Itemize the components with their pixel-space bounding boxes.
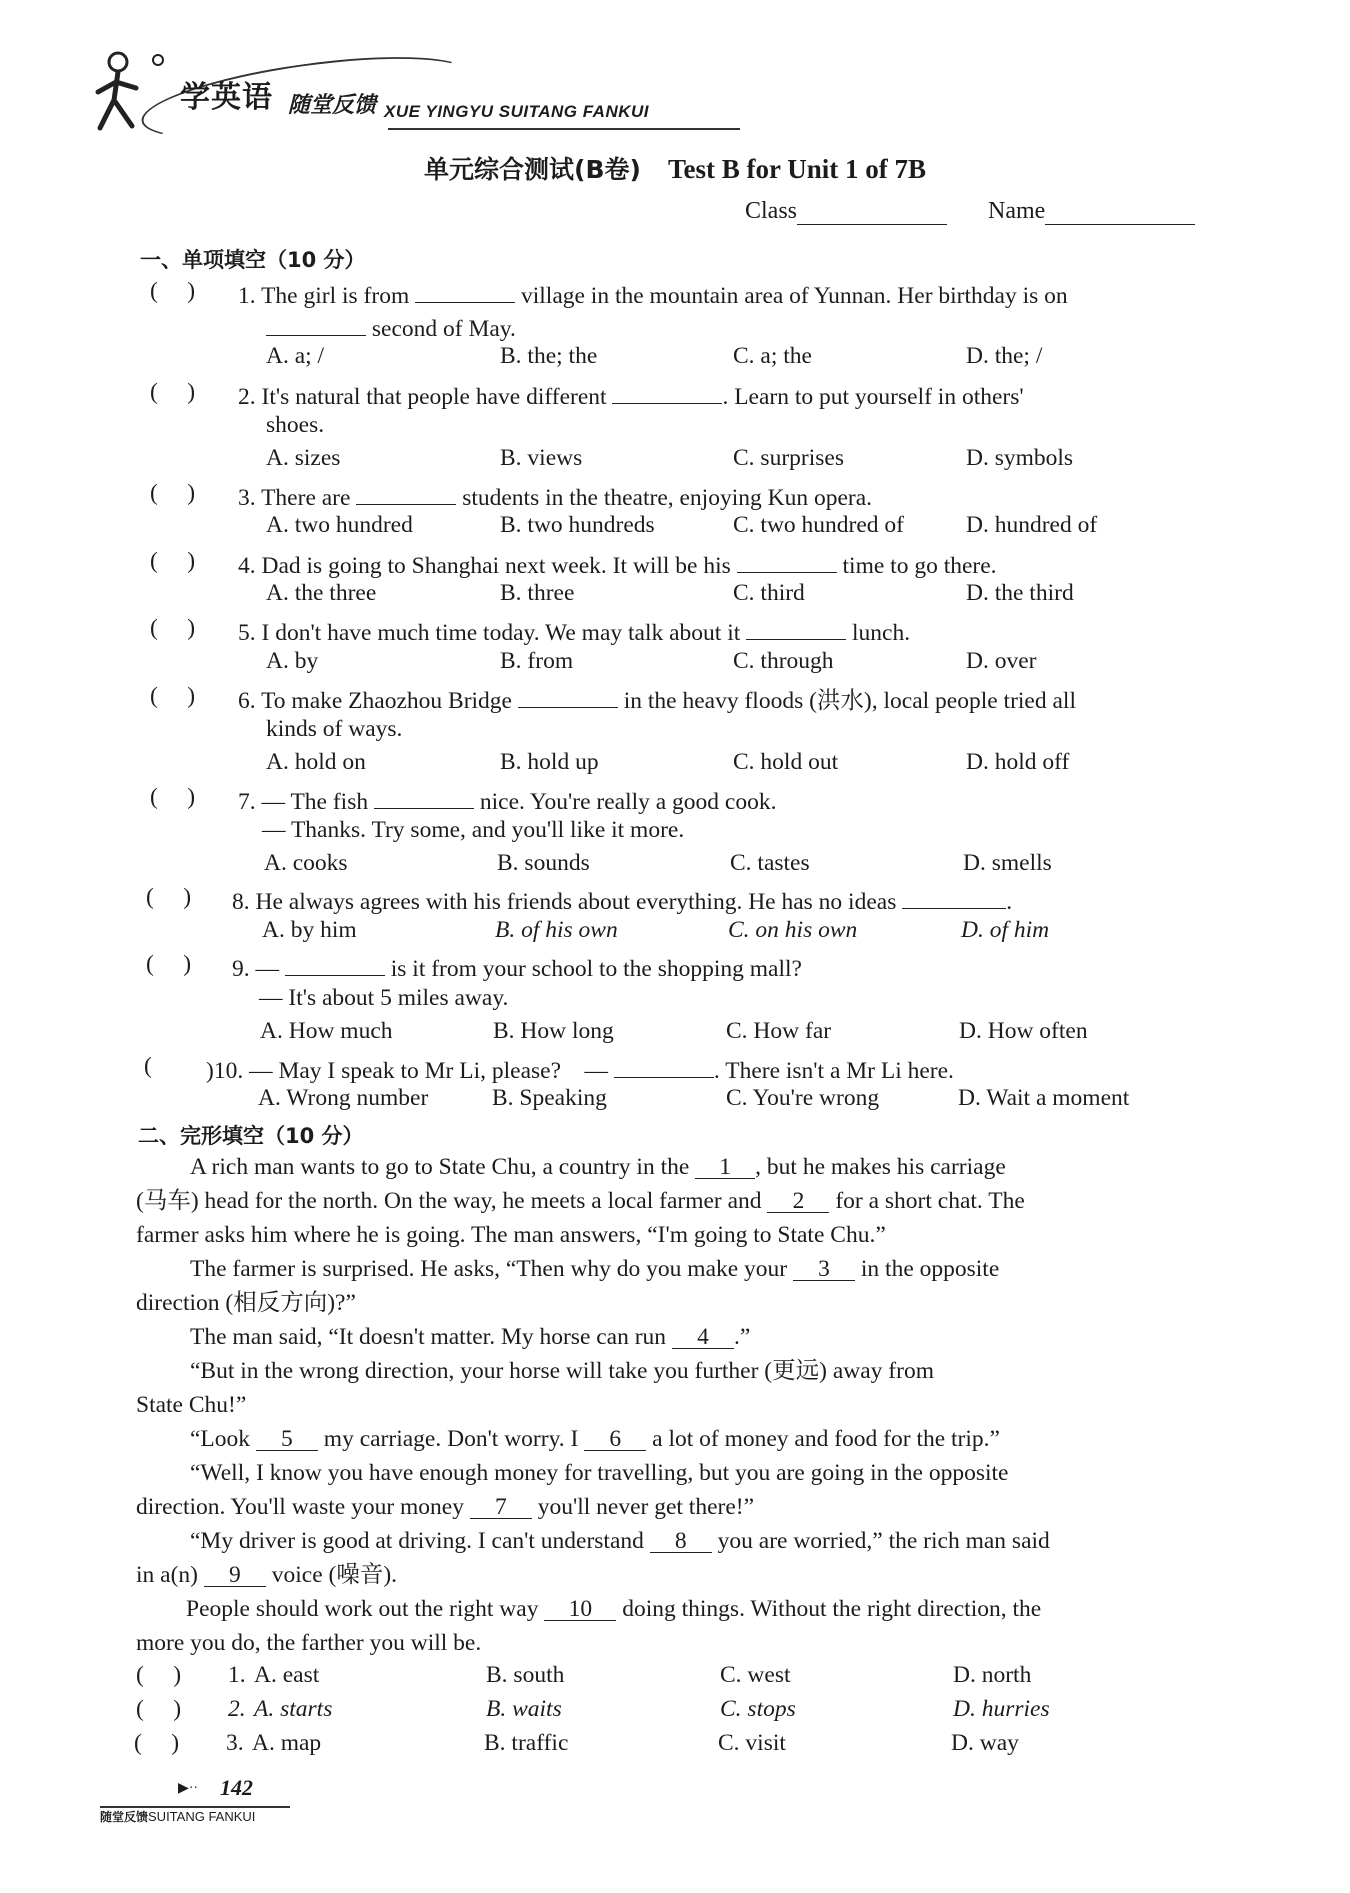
- question-text: second of May.: [371, 316, 516, 342]
- logo-title-cn2: 随堂反馈: [288, 93, 377, 118]
- footer-brand-en: SUITANG FANKUI: [148, 1809, 256, 1824]
- option-d[interactable]: D. the third: [966, 580, 1074, 606]
- class-input-line[interactable]: [797, 224, 947, 225]
- question-6-line2: kinds of ways.: [266, 716, 403, 742]
- option-b[interactable]: B. views: [500, 445, 583, 471]
- question-text: —: [584, 1058, 609, 1084]
- name-label: Name: [988, 198, 1046, 224]
- answer-bracket-c2[interactable]: ( ): [136, 1696, 182, 1722]
- question-text: The girl is from: [261, 283, 410, 309]
- option-d[interactable]: D. over: [966, 648, 1037, 674]
- answer-bracket-q4[interactable]: ( ): [150, 548, 196, 574]
- option-d[interactable]: D. north: [953, 1662, 1032, 1688]
- question-4: [238, 546, 997, 581]
- option-b[interactable]: B. sounds: [497, 850, 590, 876]
- passage-text: “My driver is good at driving. I can't understand: [190, 1528, 644, 1554]
- answer-blank[interactable]: [737, 546, 837, 573]
- option-b[interactable]: B. south: [486, 1662, 565, 1688]
- test-title-en: Test B for Unit 1 of 7B: [667, 154, 926, 184]
- cloze-blank-1[interactable]: 1: [695, 1152, 755, 1179]
- passage-line: [136, 1560, 397, 1590]
- cloze-blank-4[interactable]: 4: [672, 1322, 734, 1349]
- footer-arrow-icon: ▶··: [178, 1781, 199, 1796]
- cloze-blank-6[interactable]: 6: [584, 1424, 646, 1451]
- question-text: village in the mountain area of Yunnan. Her birthday is on: [520, 283, 1068, 309]
- answer-bracket-q1[interactable]: ( ): [150, 278, 196, 304]
- section1-heading: 一、单项填空（10 分）: [140, 248, 366, 272]
- option-a[interactable]: A. by him: [262, 917, 357, 943]
- question-text: To make Zhaozhou Bridge: [261, 688, 512, 714]
- option-d[interactable]: D. the; /: [966, 343, 1043, 369]
- passage-text: a lot of money and food for the trip.”: [652, 1426, 1000, 1452]
- question-1: [238, 276, 1068, 311]
- answer-bracket-q7[interactable]: ( ): [150, 784, 196, 810]
- passage-line: direction (相反方向)?”: [136, 1290, 356, 1316]
- passage-text: doing things. Without the right direction, the: [622, 1596, 1042, 1622]
- question-number: 9.: [232, 956, 250, 982]
- passage-text: direction. You'll waste your money: [136, 1494, 464, 1520]
- passage-text: you'll never get there!”: [537, 1494, 755, 1520]
- logo-title-pinyin: XUE YINGYU SUITANG FANKUI: [384, 102, 650, 121]
- option-d[interactable]: D. way: [951, 1730, 1019, 1756]
- question-2: [238, 377, 1024, 412]
- question-text: .: [1006, 889, 1013, 915]
- passage-line: “Well, I know you have enough money for travelling, but you are going in the opposite: [190, 1460, 1009, 1486]
- question-number: 1.: [238, 283, 256, 309]
- answer-blank[interactable]: [518, 681, 618, 708]
- question-number: 4.: [238, 553, 256, 579]
- question-text: is it from your school to the shopping mall?: [390, 956, 802, 982]
- question-text: . Learn to put yourself in others': [722, 384, 1024, 410]
- passage-line: “But in the wrong direction, your horse will take you further (更远) away from: [190, 1358, 934, 1384]
- option-a[interactable]: A. the three: [266, 580, 377, 606]
- option-b[interactable]: B. traffic: [484, 1730, 569, 1756]
- cloze-number: 1.: [228, 1662, 246, 1688]
- option-b[interactable]: B. three: [500, 580, 575, 606]
- option-c[interactable]: C. You're wrong: [726, 1085, 880, 1111]
- question-number: 2.: [238, 384, 256, 410]
- passage-text: in a(n): [136, 1562, 198, 1588]
- cloze-blank-2[interactable]: 2: [767, 1186, 829, 1213]
- option-a[interactable]: A. a; /: [266, 343, 325, 369]
- option-c[interactable]: C. west: [720, 1662, 791, 1688]
- cloze-blank-8[interactable]: 8: [650, 1526, 712, 1553]
- question-10: [206, 1051, 954, 1086]
- passage-line: [190, 1526, 1050, 1556]
- option-b[interactable]: B. How long: [493, 1018, 614, 1044]
- question-number: 3.: [238, 485, 256, 511]
- question-text: He always agrees with his friends about everything. He has no ideas: [255, 889, 897, 915]
- option-c[interactable]: C. a; the: [733, 343, 812, 369]
- answer-bracket-c3[interactable]: ( ): [134, 1730, 180, 1756]
- logo-underline: [388, 128, 740, 130]
- passage-line: farmer asks him where he is going. The man answers, “I'm going to State Chu.”: [136, 1222, 886, 1248]
- question-3: [238, 478, 872, 513]
- option-c[interactable]: C. surprises: [733, 445, 844, 471]
- passage-text: you are worried,” the rich man said: [717, 1528, 1050, 1554]
- question-number: )10.: [206, 1058, 244, 1084]
- question-text: There are: [261, 485, 351, 511]
- question-9-line2: — It's about 5 miles away.: [259, 985, 509, 1011]
- answer-bracket-q8[interactable]: ( ): [146, 884, 192, 910]
- answer-bracket-c1[interactable]: ( ): [136, 1662, 182, 1688]
- question-text: —: [255, 956, 279, 982]
- cloze-blank-5[interactable]: 5: [256, 1424, 318, 1451]
- question-text: It's natural that people have different: [261, 384, 607, 410]
- passage-text: “Look: [190, 1426, 251, 1452]
- question-9: [232, 949, 802, 984]
- passage-text: my carriage. Don't worry. I: [323, 1426, 579, 1452]
- option-a[interactable]: A. starts: [254, 1696, 333, 1722]
- question-2-line2: shoes.: [266, 412, 325, 438]
- passage-text: in the opposite: [860, 1256, 1000, 1282]
- question-1-line2: [266, 309, 516, 344]
- passage-line: [186, 1594, 1041, 1624]
- passage-text: .”: [733, 1324, 751, 1350]
- answer-blank[interactable]: [614, 1051, 714, 1078]
- option-a[interactable]: A. How much: [260, 1018, 393, 1044]
- passage-line: [136, 1186, 1025, 1216]
- test-title: [0, 150, 1350, 186]
- option-b[interactable]: B. from: [500, 648, 574, 674]
- option-c[interactable]: C. through: [733, 648, 834, 674]
- option-b[interactable]: B. of his own: [495, 917, 618, 943]
- option-a[interactable]: A. map: [252, 1730, 322, 1756]
- question-text: nice. You're really a good cook.: [479, 789, 777, 815]
- class-label: Class: [745, 198, 798, 224]
- answer-blank[interactable]: [356, 478, 456, 505]
- option-a[interactable]: A. Wrong number: [258, 1085, 429, 1111]
- question-text: students in the theatre, enjoying Kun opera.: [462, 485, 873, 511]
- footer-brand-cn: 随堂反馈: [100, 1810, 149, 1824]
- question-text: — The fish: [261, 789, 369, 815]
- name-field: [988, 198, 1195, 225]
- option-d[interactable]: D. hundred of: [966, 512, 1098, 538]
- passage-text: , but he makes his carriage: [755, 1154, 1006, 1180]
- option-d[interactable]: D. hurries: [953, 1696, 1050, 1722]
- footer-brand: [100, 1808, 255, 1825]
- passage-text: for a short chat. The: [835, 1188, 1025, 1214]
- answer-bracket-q6[interactable]: ( ): [150, 683, 196, 709]
- class-field: [745, 198, 947, 225]
- option-b[interactable]: B. two hundreds: [500, 512, 655, 538]
- passage-line: [190, 1152, 1006, 1182]
- question-8: [232, 882, 1012, 917]
- question-6: [238, 681, 1076, 716]
- cloze-blank-3[interactable]: 3: [793, 1254, 855, 1281]
- answer-blank[interactable]: [746, 613, 846, 640]
- name-input-line[interactable]: [1045, 224, 1195, 225]
- option-c[interactable]: C. on his own: [728, 917, 858, 943]
- passage-line: [190, 1322, 750, 1352]
- passage-text: (马车) head for the north. On the way, he meets a local farmer and: [136, 1188, 762, 1214]
- option-a[interactable]: A. by: [266, 648, 319, 674]
- option-d[interactable]: D. hold off: [966, 749, 1070, 775]
- option-a[interactable]: A. sizes: [266, 445, 341, 471]
- option-a[interactable]: A. two hundred: [266, 512, 413, 538]
- passage-text: The man said, “It doesn't matter. My horse can run: [190, 1324, 667, 1350]
- answer-bracket-q5[interactable]: ( ): [150, 615, 196, 641]
- question-7-line2: — Thanks. Try some, and you'll like it more.: [262, 817, 685, 843]
- option-c[interactable]: C. How far: [726, 1018, 832, 1044]
- question-text: Dad is going to Shanghai next week. It will be his: [261, 553, 731, 579]
- option-b[interactable]: B. the; the: [500, 343, 598, 369]
- option-c[interactable]: C. visit: [718, 1730, 786, 1756]
- answer-bracket-q3[interactable]: ( ): [150, 480, 196, 506]
- question-7: [238, 782, 776, 817]
- cloze-number: 3.: [226, 1730, 244, 1756]
- question-number: 5.: [238, 620, 256, 646]
- question-number: 6.: [238, 688, 256, 714]
- option-c[interactable]: C. two hundred of: [733, 512, 905, 538]
- option-c[interactable]: C. third: [733, 580, 805, 606]
- option-b[interactable]: B. waits: [486, 1696, 562, 1722]
- passage-line: more you do, the farther you will be.: [136, 1630, 482, 1656]
- passage-text: The farmer is surprised. He asks, “Then why do you make your: [190, 1256, 788, 1282]
- answer-blank[interactable]: [374, 782, 474, 809]
- passage-text: A rich man wants to go to State Chu, a country in the: [190, 1154, 690, 1180]
- question-5: [238, 613, 910, 648]
- question-number: 7.: [238, 789, 256, 815]
- option-a[interactable]: A. cooks: [264, 850, 348, 876]
- cloze-blank-9[interactable]: 9: [204, 1560, 266, 1587]
- answer-blank[interactable]: [285, 949, 385, 976]
- option-d[interactable]: D. How often: [959, 1018, 1088, 1044]
- question-text: lunch.: [852, 620, 911, 646]
- option-b[interactable]: B. hold up: [500, 749, 599, 775]
- answer-bracket-q9[interactable]: ( ): [146, 951, 192, 977]
- answer-blank[interactable]: [415, 276, 515, 303]
- answer-bracket-q10[interactable]: (: [144, 1053, 182, 1079]
- option-d[interactable]: D. Wait a moment: [958, 1085, 1130, 1111]
- option-a[interactable]: A. east: [254, 1662, 320, 1688]
- option-b[interactable]: B. Speaking: [492, 1085, 607, 1111]
- logo-title-cn: 学英语: [180, 80, 273, 115]
- passage-text: voice (噪音).: [271, 1562, 398, 1588]
- passage-line: [136, 1492, 754, 1522]
- question-text: in the heavy floods (洪水), local people tried all: [623, 688, 1076, 714]
- option-d[interactable]: D. symbols: [966, 445, 1074, 471]
- option-a[interactable]: A. hold on: [266, 749, 366, 775]
- answer-blank[interactable]: [902, 882, 1006, 909]
- cloze-number: 2.: [228, 1696, 246, 1722]
- test-title-cn: 单元综合测试(B卷): [424, 155, 641, 184]
- passage-line: [190, 1254, 999, 1284]
- answer-blank[interactable]: [612, 377, 722, 404]
- cloze-blank-10[interactable]: 10: [544, 1594, 616, 1621]
- header-logo: [88, 42, 668, 142]
- answer-bracket-q2[interactable]: ( ): [150, 379, 196, 405]
- option-d[interactable]: D. smells: [963, 850, 1052, 876]
- section2-heading: 二、完形填空（10 分）: [138, 1124, 364, 1148]
- question-text: — May I speak to Mr Li, please?: [249, 1058, 562, 1084]
- passage-line: [190, 1424, 1000, 1454]
- answer-blank[interactable]: [266, 309, 366, 336]
- passage-line: State Chu!”: [136, 1392, 247, 1418]
- option-c[interactable]: C. tastes: [730, 850, 810, 876]
- question-text: . There isn't a Mr Li here.: [713, 1058, 954, 1084]
- question-number: 8.: [232, 889, 250, 915]
- option-d[interactable]: D. of him: [961, 917, 1050, 943]
- option-c[interactable]: C. hold out: [733, 749, 839, 775]
- question-text: I don't have much time today. We may talk about it: [261, 620, 741, 646]
- passage-text: People should work out the right way: [186, 1596, 539, 1622]
- option-c[interactable]: C. stops: [720, 1696, 796, 1722]
- page-number: 142: [220, 1775, 253, 1800]
- question-text: time to go there.: [842, 553, 997, 579]
- cloze-blank-7[interactable]: 7: [470, 1492, 532, 1519]
